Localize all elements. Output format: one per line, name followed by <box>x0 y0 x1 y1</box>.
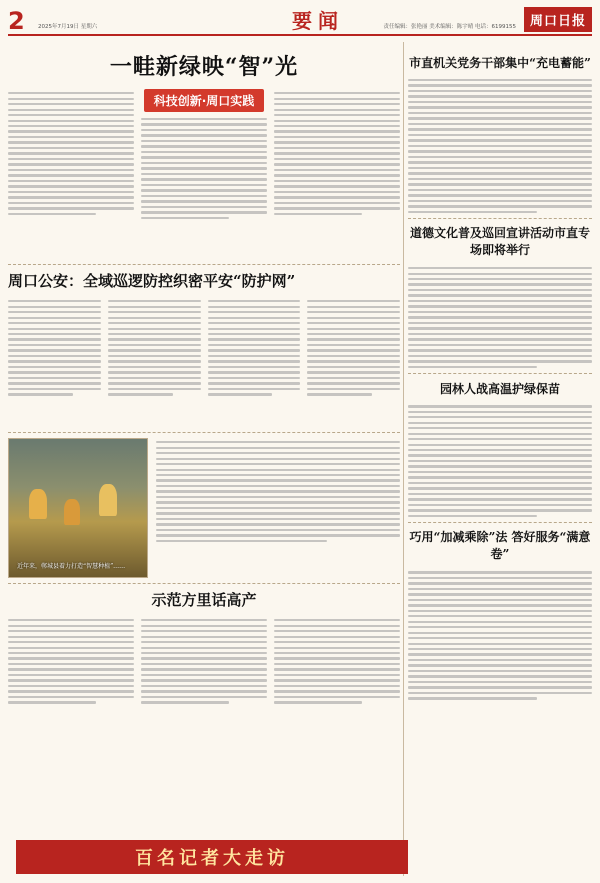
article-party-building <box>408 54 592 213</box>
article-headline: 一畦新绿映“智”光 <box>109 54 299 80</box>
body-text-placeholder <box>408 267 592 368</box>
section-divider <box>8 264 400 265</box>
editor-credits: 责任编辑：张艳丽 美术编辑：陈宇晴 电话：6199155 <box>383 24 516 30</box>
body-text-placeholder <box>8 619 134 704</box>
section-divider <box>408 522 592 523</box>
article-body <box>274 89 400 259</box>
article-body <box>141 89 267 259</box>
article-headline: 道德文化普及巡回宣讲活动市直专场即将举行 <box>409 226 590 258</box>
body-text-placeholder <box>156 441 400 542</box>
article-high-yield <box>8 589 400 736</box>
body-text-placeholder <box>108 300 201 396</box>
body-text-placeholder <box>274 619 400 704</box>
article-anti-fraud <box>8 270 400 427</box>
body-text-placeholder <box>274 92 400 215</box>
body-text-placeholder <box>8 92 134 215</box>
article-service-reduce <box>408 529 592 700</box>
body-text-placeholder <box>408 79 592 213</box>
body-text-placeholder <box>408 571 592 700</box>
right-column <box>408 40 592 878</box>
article-headline: 示范方里话高产 <box>151 591 257 609</box>
body-text-placeholder <box>8 300 101 396</box>
section-divider <box>8 432 400 433</box>
photo-caption: 近年来，郸城县着力打造“智慧种植”…… <box>17 563 126 570</box>
body-text-placeholder <box>307 300 400 396</box>
masthead <box>8 6 592 36</box>
topic-banner: 科技创新·周口实践 <box>144 89 265 112</box>
body-text-placeholder <box>141 118 267 219</box>
article-headline: 巧用“加减乘除”法 答好服务“满意卷” <box>409 530 591 562</box>
body-text-placeholder <box>408 405 592 517</box>
article-body <box>156 438 400 578</box>
article-warm-sanitation <box>408 380 592 517</box>
body-text-placeholder <box>208 300 301 396</box>
page-number: 2 <box>8 7 25 35</box>
newspaper-logo: 周口日报 <box>524 7 592 32</box>
photo-block <box>8 438 400 578</box>
article-law-promotion <box>408 225 592 368</box>
body-text-placeholder <box>141 619 267 704</box>
article-headline: 园林人战高温护绿保苗 <box>439 382 560 397</box>
column-divider <box>403 42 404 876</box>
section-divider <box>408 373 592 374</box>
left-column <box>8 40 400 878</box>
section-divider <box>408 218 592 219</box>
footer-banner-text: 百名记者大走访 <box>135 848 289 869</box>
date-line: 2025年7月19日 星期六 <box>38 24 98 30</box>
article-body <box>8 89 134 259</box>
footer-banner <box>16 840 408 874</box>
factory-photo <box>8 438 148 578</box>
article-headline: 市直机关党务干部集中“充电蓄能” <box>409 56 591 70</box>
section-title: 要闻 <box>292 9 344 33</box>
article-green-smart <box>8 50 400 259</box>
section-divider <box>8 583 400 584</box>
article-headline: 周口公安：全域巡逻防控织密平安“防护网” <box>8 272 296 290</box>
